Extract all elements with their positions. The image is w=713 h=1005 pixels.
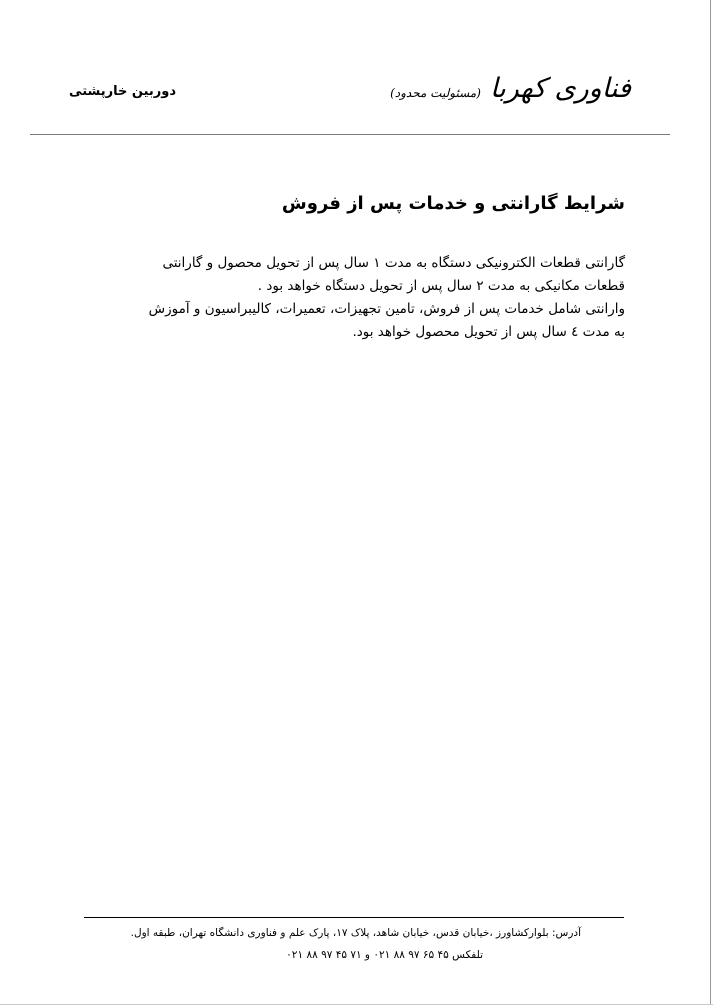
company-logo-name: فناوری کهربا	[489, 73, 631, 104]
footer-fax: تلفکس ۴۵ ۶۵ ۹۷ ۸۸ ۰۲۱ و ۷۱ ۴۵ ۹۷ ۸۸ ۰۲۱	[286, 949, 483, 961]
footer	[121, 922, 581, 966]
body-line: به مدت ٤ سال پس از تحویل محصول خواهد بود.	[352, 324, 625, 340]
body-line: قطعات مکانیکی به مدت ۲ سال پس از تحویل دستگاه خواهد بود .	[257, 278, 625, 294]
footer-divider	[84, 917, 624, 918]
product-name: دوربین خارپشتی	[69, 84, 176, 99]
body-line: گارانتی قطعات الکترونیکی دستگاه به مدت ۱ سال پس از تحویل محصول و گارانتی	[162, 255, 625, 271]
page-right-border	[710, 0, 711, 1005]
company-logo	[390, 64, 631, 114]
footer-address: آدرس: بلوارکشاورز ،خیابان قدس، خیابان شاهد، پلاک ۱۷، پارک علم و فناوری دانشگاه تهران، طبقه اول.	[130, 927, 581, 939]
company-logo-subtitle: (مسئولیت محدود)	[390, 86, 481, 100]
body-line: وارانتی شامل خدمات پس از فروش، تامین تجهیزات، تعمیرات، کالیبراسیون و آموزش	[148, 301, 625, 317]
document-body	[80, 252, 625, 344]
header-divider	[30, 134, 670, 135]
document-title: شرایط گارانتی و خدمات پس از فروش	[281, 193, 625, 214]
